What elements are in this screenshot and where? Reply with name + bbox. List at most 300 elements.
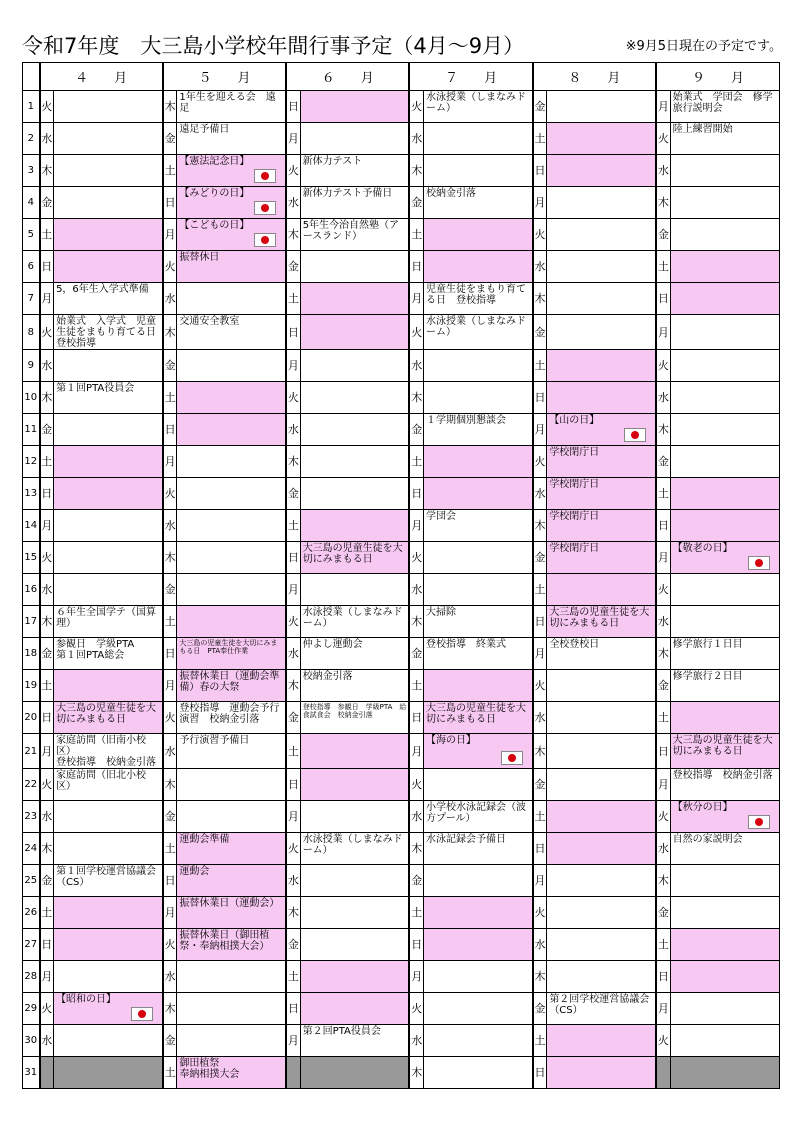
weekday-cell: 月 [656,769,670,801]
event-cell [547,542,656,574]
event-cell [547,993,656,1025]
event-text: 新体力テスト [302,156,363,167]
event-cell [177,574,286,606]
weekday-cell: 土 [409,446,423,478]
weekday-cell: 水 [286,638,300,670]
table-row [23,1057,780,1089]
event-cell [547,251,656,283]
weekday-cell: 木 [40,155,54,187]
schedule-table [22,62,780,1089]
month-header: ９ 月 [656,63,779,91]
event-text: 家庭訪問（旧南小校区） 登校指導 校納金引落 [56,735,157,768]
event-text: 【海の日】 [426,735,476,746]
month-header-row [23,63,780,91]
weekday-cell: 日 [533,833,547,865]
weekday-cell: 火 [40,91,54,123]
weekday-cell: 金 [40,414,54,446]
weekday-cell: 火 [40,993,54,1025]
event-cell [547,91,656,123]
event-text: 【憲法記念日】 [179,156,250,167]
japan-flag-icon [748,815,770,829]
event-text: 第２回PTA役員会 [302,1026,381,1037]
event-text: 始業式 入学式 児童生徒をまもり育てる日 登校指導 [56,316,167,349]
weekday-cell: 日 [40,478,54,510]
event-cell [300,897,409,929]
weekday-cell: 金 [163,123,177,155]
weekday-cell: 土 [409,219,423,251]
day-number: 1 [23,91,40,123]
weekday-cell: 金 [286,702,300,734]
weekday-cell: 月 [163,219,177,251]
weekday-cell: 月 [656,542,670,574]
event-text: 振替休日 [179,252,220,263]
event-cell [670,865,779,897]
event-cell [670,574,779,606]
table-row [23,638,780,670]
day-number: 17 [23,606,40,638]
event-cell [177,961,286,993]
event-cell [424,574,533,606]
weekday-cell: 金 [409,638,423,670]
weekday-cell: 木 [286,670,300,702]
event-cell [670,350,779,382]
weekday-cell: 月 [40,734,54,769]
weekday-cell: 水 [163,734,177,769]
weekday-cell: 金 [409,187,423,219]
weekday-cell: 水 [409,350,423,382]
weekday-cell: 金 [286,478,300,510]
event-cell [670,897,779,929]
event-cell [177,91,286,123]
weekday-cell: 木 [40,606,54,638]
event-text: 参観日 学級PTA 第１回PTA総会 [56,639,135,661]
event-cell [54,1025,163,1057]
weekday-cell: 水 [286,414,300,446]
weekday-cell: 火 [40,315,54,350]
weekday-cell: 土 [163,155,177,187]
weekday-cell: 日 [409,929,423,961]
event-cell [670,833,779,865]
weekday-cell: 土 [656,702,670,734]
event-cell [54,769,163,801]
weekday-cell: 月 [163,670,177,702]
event-text: 遠足予備日 [179,124,230,135]
day-number: 13 [23,478,40,510]
event-text: 【敬老の日】 [672,543,733,554]
table-row [23,702,780,734]
day-number: 16 [23,574,40,606]
event-cell [547,897,656,929]
event-cell [300,929,409,961]
weekday-cell: 日 [533,382,547,414]
weekday-cell: 水 [533,929,547,961]
weekday-cell: 月 [656,315,670,350]
event-cell [300,91,409,123]
weekday-cell: 木 [163,993,177,1025]
event-cell [177,350,286,382]
event-cell [424,769,533,801]
day-number: 25 [23,865,40,897]
table-row [23,91,780,123]
event-cell [54,123,163,155]
weekday-cell: 土 [286,510,300,542]
event-cell [424,606,533,638]
weekday-cell: 金 [163,574,177,606]
event-cell [547,155,656,187]
status-note: ※9月5日現在の予定です。 [625,39,782,54]
event-text: １学期個別懇談会 [426,415,506,426]
day-number: 27 [23,929,40,961]
weekday-cell: 日 [286,542,300,574]
weekday-cell: 月 [286,123,300,155]
weekday-cell: 水 [656,606,670,638]
weekday-cell: 月 [533,865,547,897]
event-cell [54,542,163,574]
event-cell [547,801,656,833]
event-cell [670,219,779,251]
day-number: 5 [23,219,40,251]
weekday-cell: 木 [409,833,423,865]
event-cell [177,155,286,187]
table-row [23,1025,780,1057]
event-text: 振替休業日（御田植祭・奉納相撲大会） [179,930,270,952]
event-cell [54,865,163,897]
document-header [22,30,782,60]
event-text: 登校指導 終業式 [426,639,506,650]
event-cell [424,510,533,542]
weekday-cell: 土 [656,251,670,283]
weekday-cell: 水 [40,1025,54,1057]
weekday-cell: 水 [163,510,177,542]
weekday-cell: 日 [163,414,177,446]
weekday-cell: 火 [656,1025,670,1057]
event-cell [300,446,409,478]
event-cell [424,670,533,702]
weekday-cell: 火 [656,350,670,382]
event-cell [177,478,286,510]
event-cell [177,769,286,801]
weekday-cell: 木 [163,542,177,574]
event-cell [177,510,286,542]
weekday-cell: 土 [533,1025,547,1057]
weekday-cell [656,1057,670,1089]
event-cell [547,187,656,219]
event-cell [177,702,286,734]
event-cell [424,865,533,897]
event-cell [670,993,779,1025]
event-cell [300,1057,409,1089]
weekday-cell: 火 [286,606,300,638]
event-cell [54,638,163,670]
event-text: 振替休業日（運動会） [179,898,280,909]
month-header: ４ 月 [40,63,163,91]
weekday-cell: 木 [533,961,547,993]
event-cell [300,801,409,833]
weekday-cell: 木 [163,91,177,123]
event-cell [300,638,409,670]
table-row [23,251,780,283]
day-number: 23 [23,801,40,833]
weekday-cell: 日 [656,734,670,769]
event-text: 【山の日】 [549,415,600,426]
event-cell [670,929,779,961]
event-cell [670,446,779,478]
month-header: ８ 月 [533,63,656,91]
event-text: 修学旅行２日目 [672,671,743,682]
event-cell [54,1057,163,1089]
weekday-cell: 土 [409,897,423,929]
event-cell [177,606,286,638]
weekday-cell: 木 [286,219,300,251]
event-text: 予行演習予備日 [179,735,250,746]
event-cell [177,833,286,865]
event-text: 校納金引落 [302,671,353,682]
event-cell [54,670,163,702]
weekday-cell: 土 [40,219,54,251]
table-row [23,993,780,1025]
event-cell [177,123,286,155]
weekday-cell: 土 [286,734,300,769]
event-cell [424,897,533,929]
table-row [23,510,780,542]
event-cell [670,478,779,510]
event-cell [54,897,163,929]
event-cell [670,510,779,542]
event-cell [670,734,779,769]
table-row [23,670,780,702]
event-cell [424,251,533,283]
table-row [23,219,780,251]
event-text: 大三島の児童生徒を大切にみまもる日 [549,607,650,629]
weekday-cell: 金 [533,993,547,1025]
weekday-cell: 木 [409,606,423,638]
event-cell [300,219,409,251]
weekday-cell: 水 [40,123,54,155]
day-number: 9 [23,350,40,382]
event-text: 学団会 [426,511,456,522]
weekday-cell: 火 [656,123,670,155]
weekday-cell: 水 [40,350,54,382]
weekday-cell: 木 [40,382,54,414]
weekday-cell: 火 [163,251,177,283]
event-cell [670,670,779,702]
weekday-cell: 金 [163,1025,177,1057]
day-number: 18 [23,638,40,670]
event-text: 大三島の児童生徒を大切にみまもる日 [672,735,773,757]
event-cell [424,315,533,350]
event-text: 運動会準備 [179,834,230,845]
event-cell [670,961,779,993]
event-cell [54,606,163,638]
event-cell [300,251,409,283]
event-text: 交通安全教室 [179,316,240,327]
table-row [23,542,780,574]
event-text: 登校指導 校納金引落 [672,770,773,781]
weekday-cell: 土 [40,446,54,478]
weekday-cell: 月 [40,961,54,993]
event-cell [547,510,656,542]
weekday-cell: 土 [163,606,177,638]
japan-flag-icon [624,428,646,442]
day-number: 4 [23,187,40,219]
event-text: 【みどりの日】 [179,188,250,199]
weekday-cell: 月 [409,961,423,993]
event-cell [177,414,286,446]
event-text: 水泳授業（しまなみドーム） [426,316,526,338]
event-cell [300,542,409,574]
document-title: 令和7年度 大三島小学校年間行事予定（4月～9月） [22,34,525,58]
weekday-cell: 水 [656,833,670,865]
weekday-cell: 木 [656,865,670,897]
event-cell [177,670,286,702]
event-text: 水泳授業（しまなみドーム） [302,607,403,629]
event-text: 【こどもの日】 [179,220,250,231]
weekday-cell: 金 [656,446,670,478]
weekday-cell: 火 [409,993,423,1025]
weekday-cell: 水 [40,574,54,606]
table-row [23,574,780,606]
weekday-cell: 火 [163,929,177,961]
table-row [23,606,780,638]
table-row [23,897,780,929]
event-cell [547,1057,656,1089]
event-text: 大掃除 [426,607,456,618]
weekday-cell: 月 [286,801,300,833]
weekday-cell: 日 [40,929,54,961]
day-number: 2 [23,123,40,155]
weekday-cell: 月 [656,91,670,123]
event-cell [300,382,409,414]
event-cell [177,801,286,833]
table-row [23,769,780,801]
weekday-cell: 土 [286,283,300,315]
weekday-cell: 木 [656,414,670,446]
weekday-cell: 土 [533,350,547,382]
event-text: 校納金引落 [426,188,476,199]
weekday-cell: 金 [656,670,670,702]
event-cell [547,1025,656,1057]
event-text: 水泳記録会予備日 [426,834,506,845]
day-number: 8 [23,315,40,350]
table-row [23,961,780,993]
day-number: 31 [23,1057,40,1089]
weekday-cell: 火 [40,769,54,801]
day-number: 11 [23,414,40,446]
event-cell [300,769,409,801]
weekday-cell: 木 [533,510,547,542]
event-cell [670,155,779,187]
event-text: 学校閉庁日 [549,479,600,490]
weekday-cell: 土 [656,929,670,961]
weekday-cell: 日 [656,961,670,993]
event-cell [547,734,656,769]
weekday-cell: 木 [409,155,423,187]
weekday-cell: 月 [40,510,54,542]
event-cell [670,251,779,283]
weekday-cell: 木 [286,446,300,478]
event-cell [54,350,163,382]
weekday-cell: 火 [409,542,423,574]
event-cell [54,91,163,123]
event-cell [547,350,656,382]
weekday-cell: 日 [163,187,177,219]
event-cell [177,315,286,350]
weekday-cell: 金 [533,91,547,123]
event-cell [300,833,409,865]
event-text: 全校登校日 [549,639,600,650]
weekday-cell: 月 [286,350,300,382]
event-cell [177,638,286,670]
event-cell [547,574,656,606]
event-cell [177,897,286,929]
event-cell [300,865,409,897]
event-text: 新体力テスト予備日 [302,188,393,199]
day-number: 7 [23,283,40,315]
event-cell [670,606,779,638]
event-cell [424,961,533,993]
day-number: 3 [23,155,40,187]
event-cell [54,187,163,219]
weekday-cell [40,1057,54,1089]
event-cell [177,251,286,283]
event-text: 大三島の児童生徒を大切にみまもる日 [56,703,157,725]
weekday-cell: 火 [409,91,423,123]
event-cell [424,155,533,187]
japan-flag-icon [748,556,770,570]
weekday-cell: 土 [40,670,54,702]
event-text: 【秋分の日】 [672,802,733,813]
weekday-cell: 金 [163,350,177,382]
day-number: 29 [23,993,40,1025]
event-cell [300,478,409,510]
event-text: 第１回学校運営協議会（CS） [56,866,157,888]
weekday-cell: 日 [656,283,670,315]
weekday-cell: 水 [409,123,423,155]
weekday-cell: 日 [409,251,423,283]
weekday-cell: 土 [409,670,423,702]
weekday-cell: 土 [163,833,177,865]
weekday-cell: 水 [40,801,54,833]
table-row [23,123,780,155]
weekday-cell: 火 [656,801,670,833]
event-cell [670,702,779,734]
event-text: 大三島の児童生徒を大切にみまもる日 [302,543,403,565]
weekday-cell: 月 [163,446,177,478]
weekday-cell: 月 [409,510,423,542]
weekday-cell [286,1057,300,1089]
event-text: ６年生全国学テ（国算理） [56,607,157,629]
event-text: 修学旅行１日目 [672,639,743,650]
weekday-cell: 水 [656,155,670,187]
weekday-cell: 火 [409,769,423,801]
event-cell [424,187,533,219]
event-cell [54,315,167,350]
table-row [23,283,780,315]
header-corner [23,63,40,91]
weekday-cell: 日 [286,769,300,801]
event-cell [54,574,163,606]
event-cell [670,382,779,414]
event-text: 水泳授業（しまなみドーム） [426,92,526,114]
weekday-cell: 木 [286,897,300,929]
weekday-cell: 月 [40,283,54,315]
event-text: 登校指導 参観日 学級PTA 給食試食会 校納金引落 [302,703,407,719]
weekday-cell: 金 [40,638,54,670]
weekday-cell: 水 [409,801,423,833]
event-cell [424,350,533,382]
event-cell [300,670,409,702]
weekday-cell: 金 [533,769,547,801]
